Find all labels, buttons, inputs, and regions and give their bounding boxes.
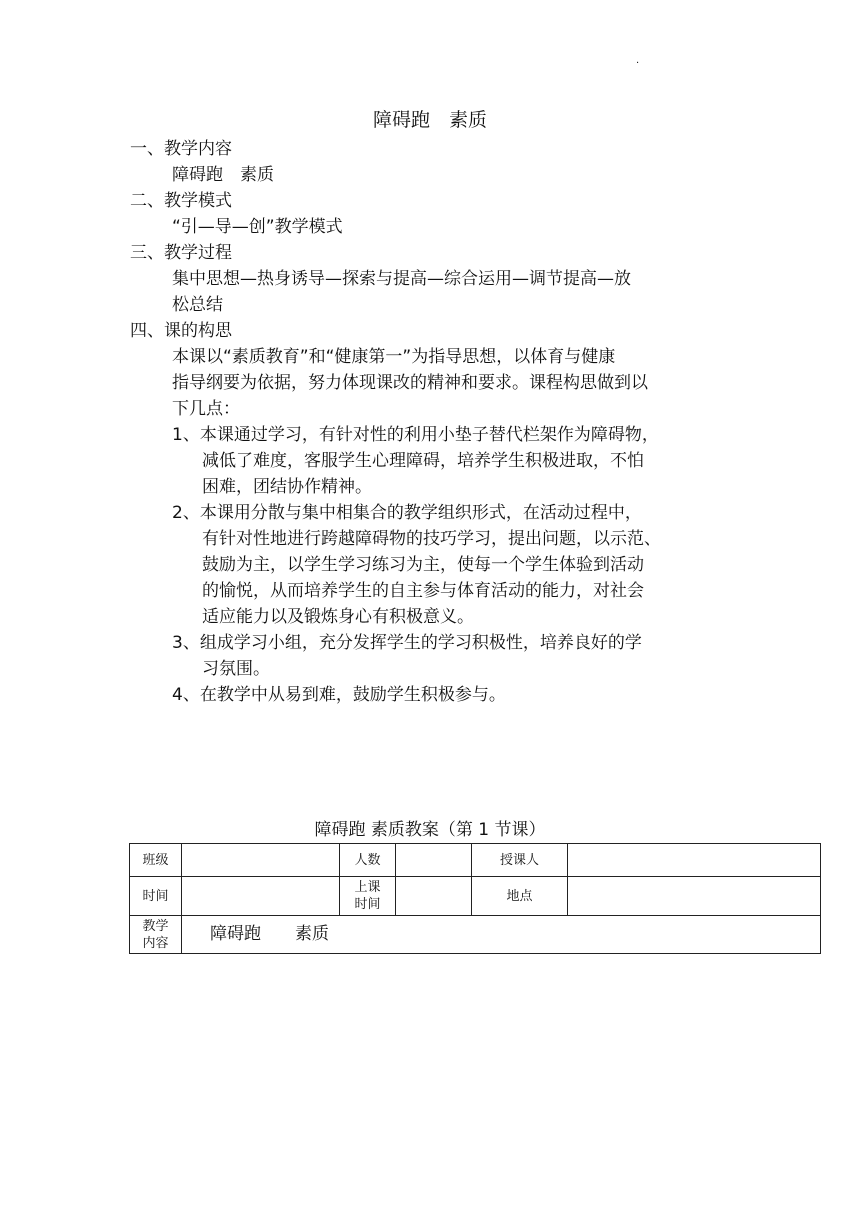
location-label-cell: 地点 <box>472 877 568 916</box>
table-row <box>130 844 821 877</box>
class-time-label-line: 时间 <box>354 897 381 912</box>
concept-point-line: 减低了难度，客服学生心理障碍，培养学生积极进取，不怕 <box>202 451 644 471</box>
section-heading-process: 三、教学过程 <box>130 243 232 263</box>
concept-point-line: 2、本课用分散与集中相集合的教学组织形式，在活动过程中， <box>172 503 642 523</box>
table-row <box>130 916 821 954</box>
concept-point-line: 困难，团结协作精神。 <box>202 477 372 497</box>
section-body-process-line: 集中思想—热身诱导—探索与提高—综合运用—调节提高—放 <box>172 269 631 289</box>
teacher-value-cell <box>568 844 821 877</box>
page-dot-mark: . <box>636 55 640 66</box>
concept-point-line: 3、组成学习小组，充分发挥学生的学习积极性，培养良好的学 <box>172 633 642 653</box>
concept-point-line: 鼓励为主，以学生学习练习为主，使每一个学生体验到活动 <box>202 555 644 575</box>
content-label-line: 内容 <box>142 935 169 951</box>
content-label-cell <box>130 916 182 954</box>
concept-point-line: 有针对性地进行跨越障碍物的技巧学习，提出问题，以示范、 <box>202 529 661 549</box>
section-body-concept-line: 本课以“素质教育”和“健康第一”为指导思想，以体育与健康 <box>172 347 616 367</box>
teacher-label-cell: 授课人 <box>472 844 568 877</box>
content-value-cell: 障碍跑 素质 <box>182 916 821 954</box>
location-value-cell <box>568 877 821 916</box>
section-body-mode: “引—导—创”教学模式 <box>172 217 343 237</box>
section-heading-content: 一、教学内容 <box>130 139 232 159</box>
section-body-content: 障碍跑 素质 <box>172 165 274 185</box>
section-body-concept-line: 下几点： <box>172 399 240 419</box>
lesson-outline <box>130 136 740 708</box>
count-value-cell <box>396 844 472 877</box>
concept-point-line: 适应能力以及锻炼身心有积极意义。 <box>202 607 474 627</box>
lesson-plan-table <box>129 843 821 954</box>
class-time-value-cell <box>396 877 472 916</box>
class-time-label-cell <box>340 877 396 916</box>
concept-point-line: 1、本课通过学习，有针对性的利用小垫子替代栏架作为障碍物， <box>172 425 659 445</box>
concept-point-line: 习氛围。 <box>202 659 270 679</box>
time-value-cell <box>182 877 340 916</box>
section-heading-concept: 四、课的构思 <box>130 321 232 341</box>
plan-table-title: 障碍跑 素质教案（第 1 节课） <box>314 820 546 840</box>
time-label-cell: 时间 <box>130 877 182 916</box>
class-value-cell <box>182 844 340 877</box>
section-body-concept-line: 指导纲要为依据，努力体现课改的精神和要求。课程构思做到以 <box>172 373 648 393</box>
document-title: 障碍跑 素质 <box>372 109 487 131</box>
content-label-line: 教学 <box>142 918 169 934</box>
section-body-process-line: 松总结 <box>172 295 223 315</box>
table-row <box>130 877 821 916</box>
class-label-cell: 班级 <box>130 844 182 877</box>
count-label-cell: 人数 <box>340 844 396 877</box>
concept-point-line: 4、在教学中从易到难，鼓励学生积极参与。 <box>172 685 506 705</box>
section-heading-mode: 二、教学模式 <box>130 191 232 211</box>
class-time-label-line: 上课 <box>354 880 381 895</box>
concept-point-line: 的愉悦，从而培养学生的自主参与体育活动的能力，对社会 <box>202 581 644 601</box>
